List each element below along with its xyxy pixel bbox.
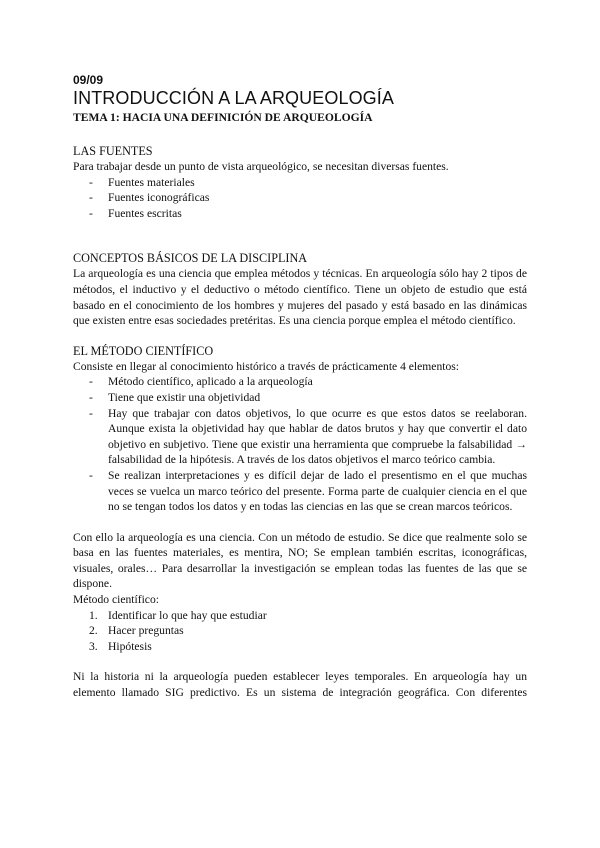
metodo-heading: EL MÉTODO CIENTÍFICO (73, 343, 214, 358)
list-item: - Método científico, aplicado a la arqueología (73, 374, 527, 390)
topic-subtitle: TEMA 1: HACIA UNA DEFINICIÓN DE ARQUEOLOGÍA (73, 111, 373, 124)
list-item: - Fuentes escritas (73, 206, 527, 222)
list-item (73, 639, 527, 655)
step-number: 2. (89, 624, 98, 638)
fuentes-list (73, 175, 527, 222)
list-item: - Fuentes materiales (73, 175, 527, 191)
step-text: Hipótesis (108, 639, 152, 653)
metodo-intro: Consiste en llegar al conocimiento histórico a través de prácticamente 4 elementos: (73, 359, 460, 373)
list-item: - Hay que trabajar con datos objetivos, lo que ocurre es que estos datos se reelaboran. Aunque exista la objetividad hay que hablar de datos brutos y hay que convertir el dato objetivo en subjetivo. Tiene que existir una herramienta que compruebe la falsabilidad → falsabilidad de la hipótesis. A través de los datos objetivos el marco teórico cambia. (73, 406, 527, 468)
document-title: INTRODUCCIÓN A LA ARQUEOLOGÍA (73, 88, 394, 108)
metodo-steps-list (73, 608, 527, 655)
metodo-steps-label: Método científico: (73, 593, 159, 607)
final-paragraph: Ni la historia ni la arqueología pueden establecer leyes temporales. En arqueología hay un elemento llamado SIG predictivo. Es un sistema de integración geográfica. Con diferentes (73, 670, 527, 700)
date-label: 09/09 (73, 73, 104, 87)
list-item: - Se realizan interpretaciones y es difícil dejar de lado el presentismo en el que muchas veces se vuelca un marco teórico del presente. Forma parte de cualquier ciencia en el que no se tengan todos los datos y en todas las ciencias en las que se crean marcos teóricos. (73, 468, 527, 515)
step-text: Hacer preguntas (108, 624, 184, 638)
conceptos-heading: CONCEPTOS BÁSICOS DE LA DISCIPLINA (73, 251, 308, 266)
step-text: Identificar lo que hay que estudiar (108, 608, 267, 622)
step-number: 3. (89, 639, 98, 653)
step-number: 1. (89, 608, 98, 622)
metodo-list (73, 374, 527, 514)
conceptos-paragraph: La arqueología es una ciencia que emplea métodos y técnicas. En arqueología sólo hay 2 tipos de métodos, el inductivo y el deductivo o método científico. Tiene un objeto de estudio que está basado en el conocimiento de los hombres y mujeres del pasado y está basado en las dinámicas que existen entre esas sociedades pretéritas. Es una ciencia porque emplea el método científico. (73, 267, 527, 328)
list-item: - Tiene que existir una objetividad (73, 390, 527, 406)
conclusion-paragraph: Con ello la arqueología es una ciencia. Con un método de estudio. Se dice que realmente solo se basa en las fuentes materiales, es mentira, NO; Se emplean también escritas, iconográficas, visuales, orales… Para desarrollar la investigación se emplean todas las fuentes de las que se dispone. (73, 530, 527, 591)
list-item: - Fuentes iconográficas (73, 190, 527, 206)
list-item (73, 608, 527, 624)
fuentes-intro: Para trabajar desde un punto de vista arqueológico, se necesitan diversas fuentes. (73, 160, 449, 173)
list-item (73, 623, 527, 639)
document-content (73, 73, 527, 701)
fuentes-heading: LAS FUENTES (73, 144, 153, 158)
